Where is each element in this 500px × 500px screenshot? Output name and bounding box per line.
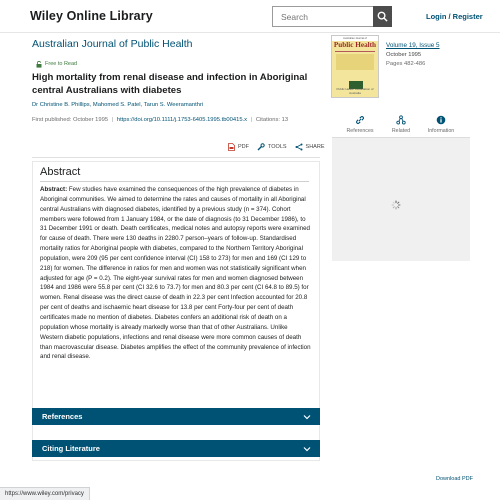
author-list[interactable]: Dr Christine B. Phillips, Mahomed S. Patel, Tarun S. Weeramanthri: [32, 102, 204, 108]
citing-literature-accordion[interactable]: [32, 440, 320, 457]
citations-count[interactable]: Citations: 13: [255, 117, 289, 123]
tab-related-label: Related: [391, 128, 411, 134]
top-header: [0, 0, 500, 33]
badge-label: Free to Read: [45, 61, 78, 67]
first-published-label: First published:: [32, 117, 72, 123]
first-published-date: October 1995: [72, 117, 109, 123]
brand-logo[interactable]: Wiley Online Library: [30, 9, 153, 23]
unlock-icon: [36, 61, 42, 68]
side-panel-content: [332, 137, 470, 261]
citing-literature-label: Citing Literature: [42, 444, 100, 453]
tools-label: TOOLS: [268, 144, 287, 150]
info-icon: [436, 115, 446, 125]
chevron-down-icon: [303, 414, 311, 420]
divider: [32, 157, 320, 158]
issue-date: October 1995: [386, 52, 422, 58]
abstract-lead: Abstract:: [40, 186, 68, 193]
tab-information[interactable]: [421, 115, 461, 134]
related-icon: [396, 115, 406, 125]
issue-pages: Pages 482-486: [386, 61, 426, 67]
cover-foot-text: Public Health Association of Australia: [336, 87, 374, 95]
share-button[interactable]: [295, 143, 325, 151]
status-bar-url: https://www.wiley.com/privacy: [0, 487, 90, 500]
abstract-heading: Abstract: [40, 166, 81, 178]
chevron-down-icon: [303, 446, 311, 452]
pdf-icon: [228, 143, 235, 151]
login-register-link[interactable]: Login / Register: [426, 12, 483, 21]
tab-information-label: Information: [427, 128, 455, 134]
share-icon: [295, 143, 303, 151]
pdf-label: PDF: [238, 144, 249, 150]
article-title: High mortality from renal disease and infection in Aboriginal central Australians with diabetes: [32, 72, 308, 96]
search-input[interactable]: [273, 7, 375, 26]
issue-link[interactable]: Volume 19, Issue 5: [386, 42, 440, 49]
tools-button[interactable]: [257, 143, 287, 151]
abstract-text: [40, 185, 312, 362]
download-pdf-link[interactable]: Download PDF: [436, 476, 473, 482]
doi-link[interactable]: https://doi.org/10.1111/j.1753-6405.1995.tb00415.x: [116, 117, 248, 123]
references-accordion-label: References: [42, 412, 83, 421]
publication-meta: First published: October 1995 | https://doi.org/10.1111/j.1753-6405.1995.tb00415.x | Citations: 13: [32, 117, 289, 123]
abstract-body: Few studies have examined the consequences of the high prevalence of diabetes in Aboriginal communities. We aimed to determine the rates and causes of mortality in all Aboriginal central Australians with diagnosed diabetes, identified by a previous study (n = 374). Cohort members were followed from 1 January 1984, or the date of diagnosis (to 31 December 1986), to 31 December 1991 or death. Death certificates, medical notes and autopsy reports were examined for cause of death. There were 130 deaths in 2280.7 person–years of follow-up. Standardised mortality ratios for Aboriginal people with diabetes, compared to the Northern Territory Aboriginal population, were 209 (95 per cent confidence interval (CI) 158 to 273) for men and 169 (CI 129 to 218) for women. The difference in ratios for men and women was not statistically significant when adjusted for age (P = 0.2). The eight-year survival rates for men and women diagnosed between 1984 and 1986 were 55.8 per cent (CI 32.6 to 73.7) for men and 80.3 per cent (CI 64.8 to 89.5) for women. Renal disease was the direct cause of death in 22.3 per cent Infection accounted for 20.8 per cent of deaths and ischaemic heart disease for 13.8 per cent Forty-four per cent of death certificates made no mention of diabetes. Diabetes confers an additional risk of death on a population whose mortality is already markedly worse than that of other Australians. Unlike Western diabetic populations, infections and renal disease were more common causes of death than macrovascular disease. Diabetes amplifies the effect of the community prevalence of infection and renal disease.: [40, 186, 311, 361]
tab-related[interactable]: [381, 115, 421, 134]
abstract-divider: [40, 181, 309, 182]
cover-title: Public Health: [333, 41, 377, 49]
tab-references-label: References: [346, 128, 374, 134]
search-button[interactable]: [373, 6, 392, 27]
pdf-button[interactable]: [228, 143, 249, 151]
cover-top-text: Australian Journal of: [332, 36, 378, 41]
link-icon: [355, 115, 365, 125]
share-label: SHARE: [305, 144, 325, 150]
search-box: [272, 6, 392, 27]
free-to-read-badge: [36, 59, 77, 69]
wrench-icon: [257, 143, 265, 151]
tab-references[interactable]: [340, 115, 380, 134]
journal-title-link[interactable]: Australian Journal of Public Health: [32, 38, 193, 50]
article-tools: [228, 143, 325, 151]
journal-cover-image[interactable]: [331, 35, 379, 98]
loading-spinner-icon: [391, 200, 401, 210]
references-accordion[interactable]: [32, 408, 320, 425]
search-icon: [377, 11, 388, 22]
